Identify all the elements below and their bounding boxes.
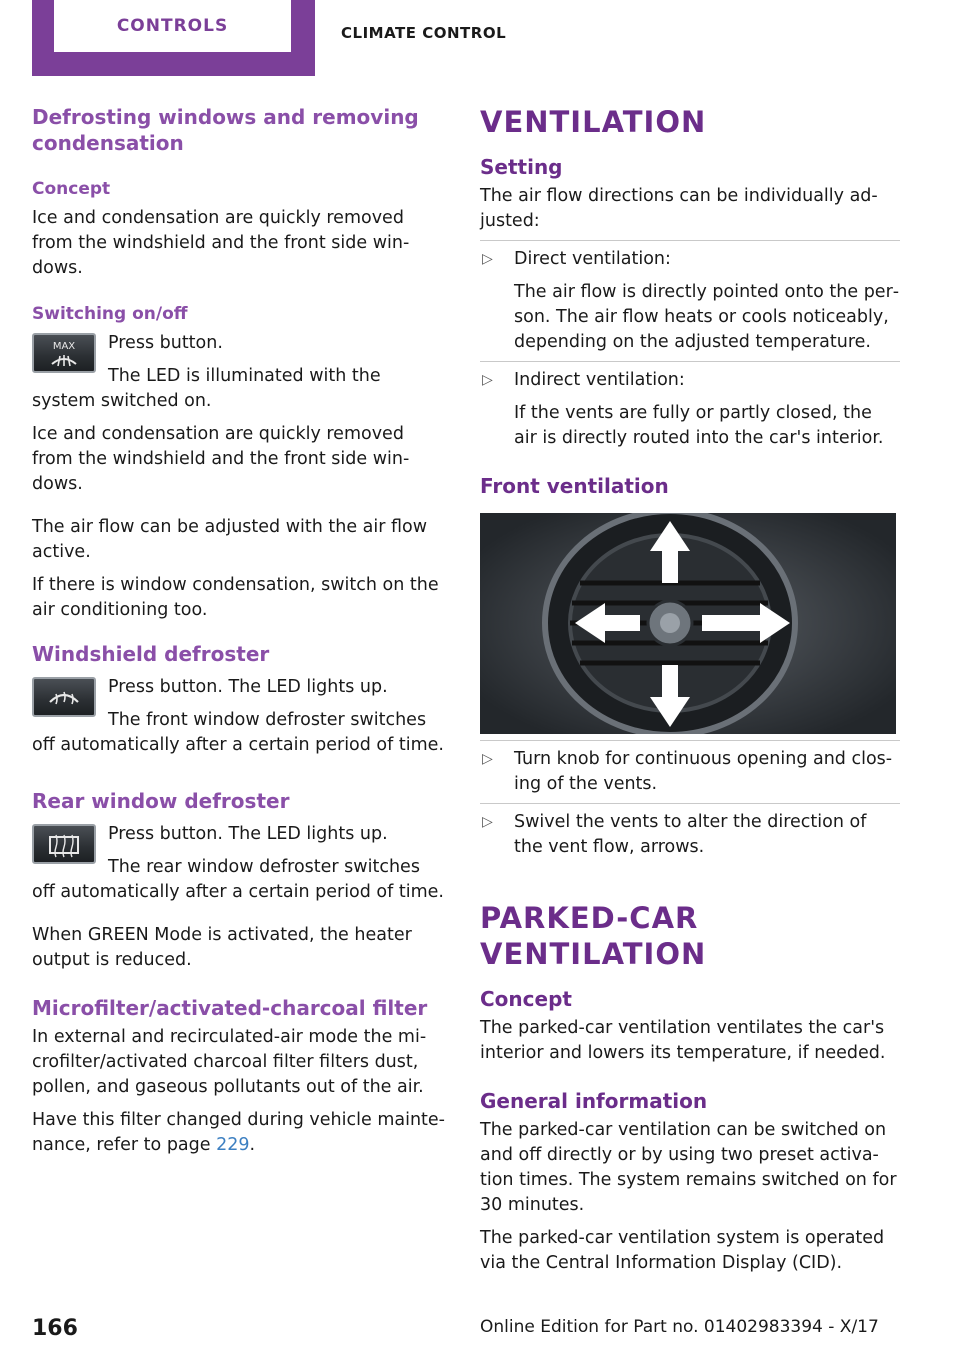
bullet-triangle-icon: ▷ [482,251,493,267]
concept-title: Concept [32,179,111,199]
bullet4-text: Swivel the vents to alter the direction of the vent flow, arrows. [514,812,867,857]
max-button-text: MAX [52,341,76,352]
bullet-triangle-icon: ▷ [482,751,493,767]
windshield-title: Windshield defroster [32,642,270,666]
parked-concept-text: The parked-car ventilation ventilates the car's interior and lowers its temperature, if needed. [480,1018,886,1063]
windshield-off: The front window defroster switches off automatically after a certain period of time. [32,710,444,755]
bullet1-title: Direct ventilation: [514,249,671,269]
setting-text: The air flow directions can be individually adjusted: [480,186,878,231]
left-column [32,104,448,1158]
rear-defroster-icon [32,824,96,864]
bullet2-title: Indirect ventilation: [514,370,685,390]
bullet-swivel-vents [480,810,900,860]
setting-title: Setting [480,155,563,179]
section-tab[interactable]: CLIMATE CONTROL [341,24,507,42]
page-link-229[interactable]: 229 [216,1135,250,1155]
filter-title: Microfilter/activated-charcoal filter [32,996,428,1020]
switch-condensation: If there is window condensation, switch on the air conditioning too. [32,575,439,620]
windshield-defroster-icon [32,677,96,717]
general-info-text: The parked-car ventilation can be switched on and off directly or by using two preset activation times. The system remains switched on for 30 minutes. [480,1120,897,1215]
green-mode: When GREEN Mode is activated, the heater output is reduced. [32,925,412,970]
edition-footer: Online Edition for Part no. 01402983394 - X/17 [480,1317,879,1337]
filter-period: . [249,1135,256,1155]
filter-maintenance: Have this filter changed during vehicle maintenance, refer to page [32,1110,445,1155]
bullet-direct-ventilation [480,247,900,355]
switch-led: The LED is illuminated with the system switched on. [32,366,381,411]
bullet-triangle-icon: ▷ [482,814,493,830]
defrost-title: Defrosting windows and removing condensation [32,105,419,155]
bullet-divider [480,361,900,362]
front-ventilation-title: Front ventilation [480,474,669,498]
windshield-block [32,675,448,758]
switch-press: Press button. [108,333,223,353]
bullet2-text: If the vents are fully or partly closed, the air is directly routed into the car's interior. [514,403,884,448]
general-info-title: General information [480,1089,708,1113]
rear-press: Press button. The LED lights up. [108,824,388,844]
windshield-press: Press button. The LED lights up. [108,677,388,697]
ventilation-title: VENTILATION [480,105,707,139]
rear-title: Rear window defroster [32,789,290,813]
rear-off: The rear window defroster switches off automatically after a certain period of time. [32,857,444,902]
filter-maintenance-para [32,1108,448,1158]
bullet3-text: Turn knob for continuous opening and closing of the vents. [514,749,893,794]
bullet1-text: The air flow is directly pointed onto the person. The air flow heats or cools noticeably, depending on the adjusted temperature. [514,282,900,352]
parked-concept-title: Concept [480,987,572,1011]
bullet-indirect-ventilation [480,368,900,451]
right-column [480,104,900,1276]
parked-car-title: PARKED-CAR VENTILATION [480,901,707,971]
front-vent-photo [480,513,896,734]
switch-airflow: The air flow can be adjusted with the air flow active. [32,517,428,562]
concept-text: Ice and condensation are quickly removed from the windshield and the front side windows. [32,208,410,278]
max-defrost-block [32,331,448,414]
general-info-cid: The parked-car ventilation system is operated via the Central Information Display (CID). [480,1228,885,1273]
filter-text: In external and recirculated-air mode the microfilter/activated charcoal filter filters dust, pollen, and gaseous pollutants out of the air. [32,1027,427,1097]
bullet-divider [480,803,900,804]
switch-ice: Ice and condensation are quickly removed from the windshield and the front side windows. [32,424,410,494]
chapter-tab[interactable] [54,0,291,52]
bullet-triangle-icon: ▷ [482,372,493,388]
switch-title: Switching on/off [32,304,188,324]
bullet-divider [480,740,900,741]
page-number: 166 [32,1316,78,1341]
bullet-turn-knob [480,747,900,797]
max-defrost-button-icon [32,333,96,373]
rear-block [32,822,448,905]
chapter-tab-label: CONTROLS [116,16,229,36]
bullet-divider [480,240,900,241]
